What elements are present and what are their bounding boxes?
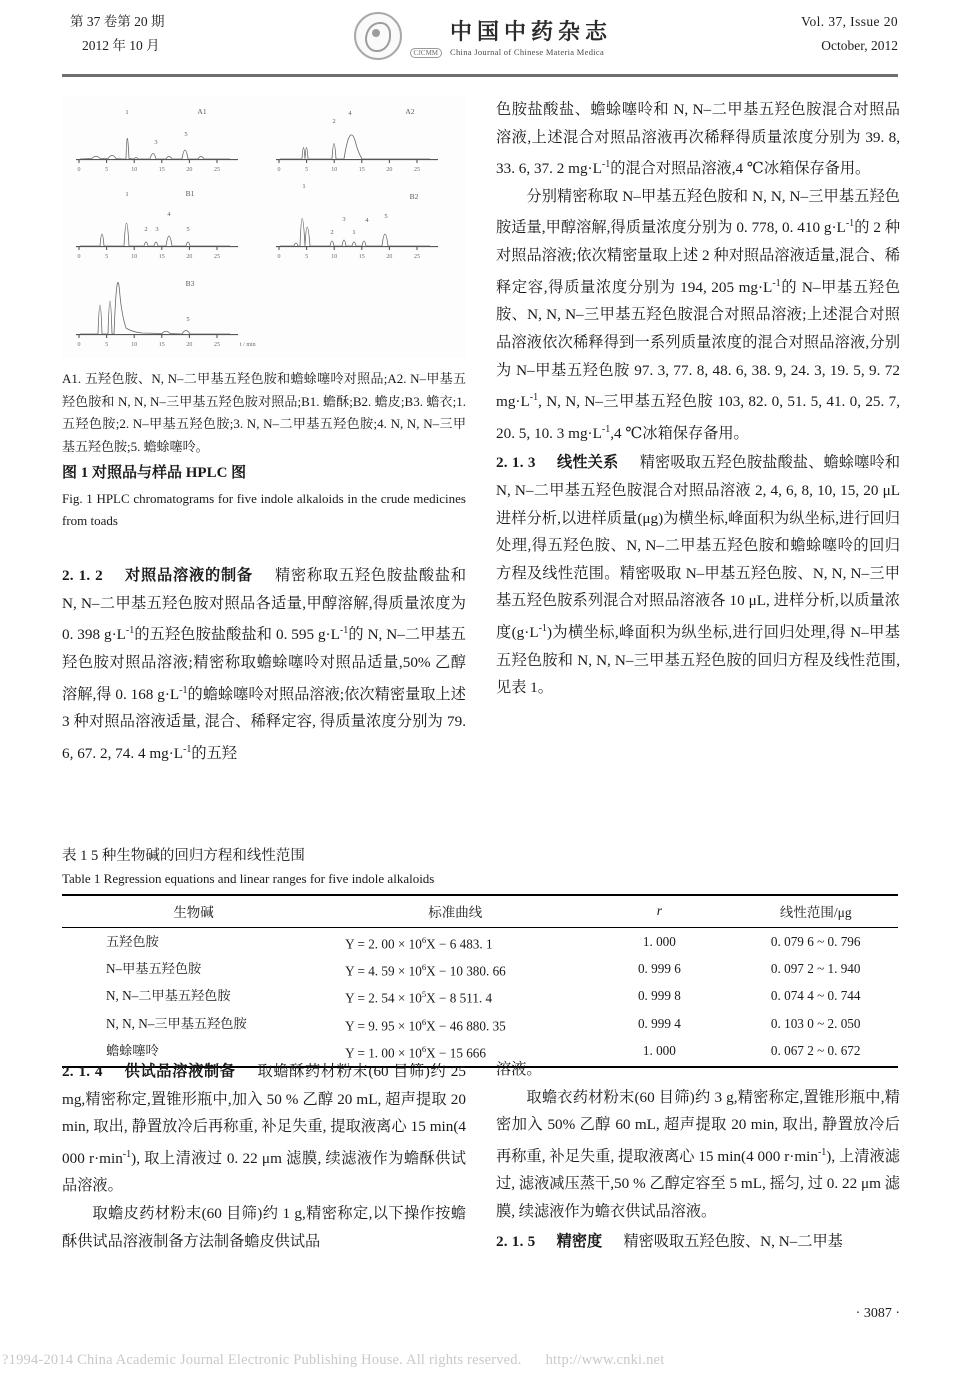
right-bottom-para-1: 溶液。 xyxy=(496,1061,542,1078)
table-1-caption-cn: 表 1 5 种生物碱的回归方程和线性范围 xyxy=(62,848,305,864)
cell-alkaloid-name: N, N–二甲基五羟色胺 xyxy=(106,988,231,1004)
section-2-1-2-title: 对照品溶液的制备 xyxy=(124,567,253,584)
journal-title-cn: 中国中药杂志 xyxy=(450,19,613,45)
journal-emblem-icon xyxy=(354,12,402,60)
svg-text:20: 20 xyxy=(186,254,193,260)
svg-text:10: 10 xyxy=(131,342,138,348)
section-2-1-5-title: 精密度 xyxy=(556,1232,603,1250)
col-header-curve: 标准曲线 xyxy=(325,895,585,928)
cell-correlation-r: 0. 999 4 xyxy=(637,1015,681,1031)
cell-alkaloid-name: N, N, N–三甲基五羟色胺 xyxy=(106,1015,247,1031)
svg-text:B1: B1 xyxy=(185,189,195,198)
svg-text:10: 10 xyxy=(131,167,138,173)
right-column-top xyxy=(496,96,900,702)
svg-text:15: 15 xyxy=(158,254,165,260)
svg-text:B3: B3 xyxy=(185,279,195,288)
section-2-1-3-number: 2. 1. 3 xyxy=(496,454,536,472)
logo-badge: CJCMM xyxy=(410,48,443,58)
panel-B3 xyxy=(76,279,256,348)
svg-text:5: 5 xyxy=(384,213,388,220)
journal-title-block xyxy=(450,15,612,57)
table-1-regression xyxy=(62,894,898,1066)
right-para-2: 分别精密称取 N–甲基五羟色胺和 N, N, N–三甲基五羟色胺适量,甲醇溶解,得质量浓度分别为 0. 778, 0. 410 $g\cdot L^{-1}$的 2 种对照品溶液;依次精密量取上述 2 种对照品溶液适量,混合、稀释定容,得质量浓度分别为 194, 205 $mg\cdot L^{-1}$的 N–甲基五羟色胺、N, N, N–三甲基五羟色胺混合对照品溶液;上述混合对照品溶液依次稀释得到一系列质量浓度的混合对照品溶液,分别为 N–甲基五羟色胺 97. 3, 77. 8, 48. 6, 38. 9, 24. 3, 19. 5, 9. 72 $mg\cdot L^{-1}$, N, N, N–三甲基五羟色胺 103, 82. 0, 51. 5, 41. 0, 25. 7, 20. 5, 10. 3 $mg\cdot L^{-1},4$ ℃冰箱保存备用。 xyxy=(496,187,901,442)
svg-text:0: 0 xyxy=(77,254,81,260)
svg-text:A1: A1 xyxy=(197,107,207,116)
svg-text:20: 20 xyxy=(386,167,393,173)
svg-text:2: 2 xyxy=(144,226,148,233)
section-2-1-5 xyxy=(496,1228,900,1256)
table-1-block xyxy=(62,845,898,1068)
cell-standard-curve: Y = 9. $95 \times 10^6X - 46$ 880. 35 xyxy=(345,1016,506,1034)
svg-text:1: 1 xyxy=(352,229,356,236)
col-header-r: r xyxy=(585,895,733,928)
svg-text:15: 15 xyxy=(358,167,365,173)
panel-B2 xyxy=(276,183,438,260)
cell-linear-range: 0. 079 6 ~ 0. 796 xyxy=(770,933,861,949)
svg-text:25: 25 xyxy=(214,342,220,348)
page-masthead xyxy=(62,10,898,72)
svg-text:4: 4 xyxy=(167,211,171,218)
svg-text:2: 2 xyxy=(330,229,334,236)
svg-text:15: 15 xyxy=(158,167,165,173)
table-row xyxy=(62,955,898,982)
figure-1-title-en: Fig. 1 HPLC chromatograms for five indole alkaloids in the crude medicines from toads xyxy=(62,491,466,528)
svg-text:3: 3 xyxy=(342,216,346,223)
footer-copyright: ?1994-2014 China Academic Journal Electronic Publishing House. All rights reserved. xyxy=(2,1352,522,1368)
masthead-right xyxy=(801,10,898,57)
svg-text:5: 5 xyxy=(186,316,190,323)
panel-A2 xyxy=(276,107,438,173)
svg-text:A2: A2 xyxy=(405,107,415,116)
cell-linear-range: 0. 067 2 ~ 0. 672 xyxy=(770,1043,861,1059)
journal-title-en: China Journal of Chinese Materia Medica xyxy=(450,47,605,57)
volume-issue-cn: 第 37 卷第 20 期 xyxy=(70,14,165,29)
section-2-1-5-body: 精密吸取五羟色胺、N, N–二甲基 xyxy=(623,1232,843,1250)
cell-correlation-r: 1. 000 xyxy=(642,1043,676,1059)
table-row xyxy=(62,983,898,1010)
svg-text:5: 5 xyxy=(105,342,109,348)
svg-text:5: 5 xyxy=(105,167,109,173)
figure-1-caption xyxy=(62,368,466,531)
cell-linear-range: 0. 097 2 ~ 1. 940 xyxy=(770,961,861,977)
svg-text:25: 25 xyxy=(214,167,220,173)
svg-text:4: 4 xyxy=(348,110,352,117)
table-row xyxy=(62,1010,898,1037)
cell-alkaloid-name: 五羟色胺 xyxy=(106,933,159,949)
section-2-1-4-body: 取蟾酥药材粉末(60 目筛)约 25 mg,精密称定,置锥形瓶中,加入 50 % 乙醇 20 mL, 超声提取 20 min, 取出, 静置放冷后再称重, 补足失重, 提取液离心 15 min(4 000 $r\cdot\min^{-1}$), 取上清液过 0. 22 μm 滤膜, 续滤液作为蟾酥供试品溶液。 xyxy=(62,1063,466,1195)
svg-text:0: 0 xyxy=(277,167,281,173)
page-number: · 3087 · xyxy=(855,1306,900,1321)
footer-watermark xyxy=(0,1352,960,1369)
table-header-row xyxy=(62,895,898,928)
cell-linear-range: 0. 074 4 ~ 0. 744 xyxy=(770,988,861,1004)
table-1-caption-en: Table 1 Regression equations and linear ranges for five indole alkaloids xyxy=(62,871,435,886)
volume-issue-en: Vol. 37, Issue 20 xyxy=(801,14,898,29)
svg-text:3: 3 xyxy=(155,226,159,233)
svg-text:1: 1 xyxy=(125,109,129,116)
section-2-1-3-title: 线性关系 xyxy=(556,454,619,472)
masthead-left xyxy=(62,10,165,57)
svg-text:25: 25 xyxy=(414,254,420,260)
hplc-chromatogram-svg xyxy=(62,96,466,358)
panel-A1 xyxy=(76,107,238,173)
figure-1-chromatograms xyxy=(62,96,466,358)
cell-correlation-r: 0. 999 6 xyxy=(637,961,681,977)
cell-alkaloid-name: N–甲基五羟色胺 xyxy=(106,961,202,977)
right-bottom-para-2: 取蟾衣药材粉末(60 目筛)约 3 g,精密称定,置锥形瓶中,精密加入 50% 乙醇 60 mL, 超声提取 20 min, 取出, 静置放冷后再称重, 补足失重, 提取液离心 15 min(4 000 $r\cdot\min^{-1}$), 上清液滤过, 滤液减压蒸干,50 % 乙醇定容至 5 mL, 摇匀, 过 0. 22 μm 滤膜, 续滤液作为蟾衣供试品溶液。 xyxy=(496,1088,900,1221)
table-1-body xyxy=(62,928,898,1067)
svg-text:25: 25 xyxy=(414,167,420,173)
left-column-bottom xyxy=(62,1056,466,1255)
cell-standard-curve: Y = 2. $00 \times 10^6X - 6$ 483. 1 xyxy=(345,934,493,951)
svg-text:20: 20 xyxy=(186,342,193,348)
cell-correlation-r: 1. 000 xyxy=(642,933,676,949)
panel-B1 xyxy=(76,189,238,260)
svg-text:1: 1 xyxy=(302,183,306,190)
svg-text:5: 5 xyxy=(105,254,109,260)
svg-text:25: 25 xyxy=(214,254,220,260)
masthead-rule xyxy=(62,74,898,77)
svg-text:0: 0 xyxy=(77,167,81,173)
svg-text:5: 5 xyxy=(186,226,190,233)
table-1-head xyxy=(62,895,898,928)
svg-text:20: 20 xyxy=(386,254,393,260)
svg-text:10: 10 xyxy=(331,254,338,260)
table-row xyxy=(62,928,898,956)
right-para-1: 色胺盐酸盐、蟾蜍噻呤和 N, N–二甲基五羟色胺混合对照品溶液,上述混合对照品溶液再次稀释得质量浓度分别为 39. 8, 33. 6, 37. 2 $mg\cdot L^{-1}$的混合对照品溶液,4 ℃冰箱保存备用。 xyxy=(496,101,900,178)
right-column-bottom xyxy=(496,1056,900,1255)
svg-text:5: 5 xyxy=(184,131,188,138)
section-2-1-4-number: 2. 1. 4 xyxy=(62,1063,103,1080)
cell-linear-range: 0. 103 0 ~ 2. 050 xyxy=(770,1015,861,1031)
cell-standard-curve: Y = 4. $59 \times 10^6X - 10$ 380. 66 xyxy=(345,961,506,979)
section-2-1-2-body: 精密称取五羟色胺盐酸盐和 N, N–二甲基五羟色胺对照品各适量,甲醇溶解,得质量浓度为 0. 398 $g\cdot L^{-1}$的五羟色胺盐酸盐和 0. 595 $g\cdot L^{-1}$的 N, N–二甲基五羟色胺对照品溶液;精密称取蟾蜍噻呤对照品适量,50% 乙醇溶解,得 0. 168 $g\cdot L^{-1}$的蟾蜍噻呤对照品溶液;依次精密量取上述 3 种对照品溶液适量, 混合、稀释定容, 得质量浓度分别为 79. 6, 67. 2, 74. 4 $mg\cdot L^{-1}$的五羟 xyxy=(62,567,467,762)
cell-correlation-r: 0. 999 8 xyxy=(637,988,681,1004)
cell-alkaloid-name: 蟾蜍噻呤 xyxy=(106,1043,159,1059)
journal-logo xyxy=(354,12,613,60)
cell-standard-curve: Y = 1. $00 \times 10^6X - 15$ 666 xyxy=(345,1044,486,1061)
svg-text:10: 10 xyxy=(331,167,338,173)
svg-text:15: 15 xyxy=(158,342,165,348)
issue-date-en: October, 2012 xyxy=(821,37,898,53)
svg-text:10: 10 xyxy=(131,254,138,260)
svg-text:20: 20 xyxy=(186,167,193,173)
section-2-1-4-title: 供试品溶液制备 xyxy=(123,1063,236,1080)
col-header-alkaloid: 生物碱 xyxy=(62,895,325,928)
left-bottom-para-2: 取蟾皮药材粉末(60 目筛)约 1 g,精密称定,以下操作按蟾酥供试品溶液制备方法制备蟾皮供试品 xyxy=(62,1205,466,1250)
section-2-1-3 xyxy=(496,449,900,701)
figure-1-title-cn: 图 1 对照品与样品 HPLC 图 xyxy=(62,465,247,482)
col-header-linear-range: 线性范围/μg xyxy=(733,895,898,928)
svg-text:0: 0 xyxy=(277,254,281,260)
svg-text:5: 5 xyxy=(305,254,309,260)
section-2-1-2 xyxy=(62,562,466,767)
figure-x-axis-label: t / min xyxy=(240,342,256,348)
left-column-top xyxy=(62,560,466,767)
section-2-1-4 xyxy=(62,1058,466,1200)
svg-text:3: 3 xyxy=(154,139,158,146)
section-2-1-5-number: 2. 1. 5 xyxy=(496,1232,536,1250)
svg-text:0: 0 xyxy=(77,342,81,348)
cell-standard-curve: Y = 2. $54 \times 10^5X - 8$ 511. 4 xyxy=(345,989,493,1006)
svg-text:1: 1 xyxy=(125,191,129,198)
section-2-1-3-body: 精密吸取五羟色胺盐酸盐、蟾蜍噻呤和 N, N–二甲基五羟色胺混合对照品溶液 2, 4, 6, 8, 10, 15, 20 μL 进样分析,以进样质量(μg)为横坐标,峰面积为纵坐标,进行回归处理,得五羟色胺、N, N–二甲基五羟色胺和蟾蜍噻呤的回归方程及线性范围。精密吸取 N–甲基五羟色胺、N, N, N–三甲基五羟色胺系列混合对照品溶液各 10 μL, 进样分析,以质量浓度$(g\cdot L^{-1})$为横坐标,峰面积为纵坐标,进行回归处理,得 N–甲基五羟色胺和 N, N, N–三甲基五羟色胺的回归方程及线性范围,见表 1。 xyxy=(496,454,901,697)
svg-text:15: 15 xyxy=(358,254,365,260)
svg-text:5: 5 xyxy=(305,167,309,173)
issue-date-cn: 2012 年 10 月 xyxy=(82,37,160,53)
figure-1-legend-cn: A1. 五羟色胺、N, N–二甲基五羟色胺和蟾蜍噻呤对照品;A2. N–甲基五羟色胺和 N, N, N–三甲基五羟色胺对照品;B1. 蟾酥;B2. 蟾皮;B3. 蟾衣;1. 五羟色胺;2. N–甲基五羟色胺;3. N, N–二甲基五羟色胺;4. N, N, N–三甲基五羟色胺;5. 蟾蜍噻呤。 xyxy=(62,371,466,454)
section-2-1-2-number: 2. 1. 2 xyxy=(62,567,103,584)
svg-text:4: 4 xyxy=(365,217,369,224)
svg-text:B2: B2 xyxy=(409,192,419,201)
footer-url: http://www.cnki.net xyxy=(545,1352,665,1368)
svg-text:2: 2 xyxy=(332,118,336,125)
